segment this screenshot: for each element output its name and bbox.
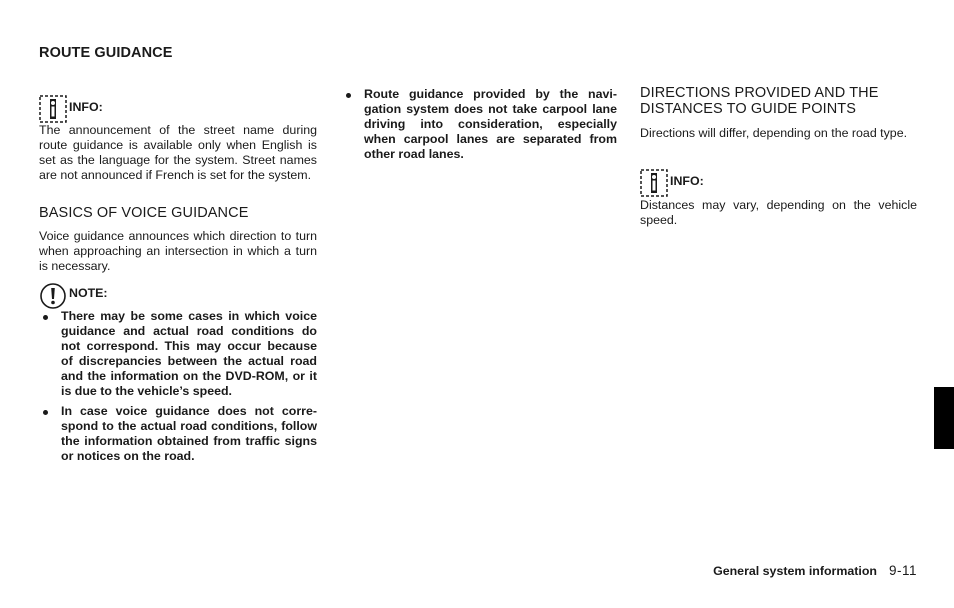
bullet-text: In case voice guidance does not correspond to the actual road conditions, follow the information obtained from traffic signs or notices on the road. <box>61 404 317 463</box>
info-text: The announcement of the street name during route guidance is available only when English is set as the language for the system. Street names are not announced if French is set for the system. <box>39 123 317 182</box>
bullet-icon <box>346 93 351 98</box>
info-block <box>640 169 704 197</box>
footer-chapter: General system information <box>713 564 877 578</box>
list-item <box>39 404 317 464</box>
page-number: 9-11 <box>888 563 917 578</box>
list-item <box>39 309 317 399</box>
info-label: INFO: <box>670 174 704 188</box>
bullet-icon <box>43 315 48 320</box>
page-footer <box>713 563 917 578</box>
bullet-text: There may be some cases in which voice guidance and actual road conditions do not correspond. This may occur because of discrepancies between the actual road and the information on the DVD-ROM, or it is due to the vehicle’s speed. <box>61 309 317 398</box>
list-item <box>342 87 617 162</box>
heading-voice-guidance: BASICS OF VOICE GUIDANCE <box>39 205 249 221</box>
note-block <box>39 282 108 310</box>
warning-icon <box>39 282 67 310</box>
info-block <box>39 95 103 123</box>
voice-guidance-text: Voice guidance announces which direction to turn when approaching an intersection in which a turn is necessary. <box>39 229 317 273</box>
bullet-icon <box>43 410 48 415</box>
note-label: NOTE: <box>69 286 108 300</box>
note-bullets <box>39 309 317 464</box>
info-text: Distances may vary, depending on the vehicle speed. <box>640 198 917 227</box>
directions-text: Directions will differ, depending on the road type. <box>640 126 908 140</box>
info-icon <box>640 169 668 197</box>
info-icon <box>39 95 67 123</box>
section-title: ROUTE GUIDANCE <box>39 45 173 61</box>
heading-directions: DIRECTIONS PROVIDED AND THE DISTANCES TO GUIDE POINTS <box>640 85 879 117</box>
info-label: INFO: <box>69 100 103 114</box>
carpool-bullets <box>342 87 617 162</box>
chapter-tab <box>934 387 954 449</box>
bullet-text: Route guidance provided by the navigation system does not take carpool lane driving into consideration, especially when carpool lanes are separated from other road lanes. <box>364 87 617 161</box>
